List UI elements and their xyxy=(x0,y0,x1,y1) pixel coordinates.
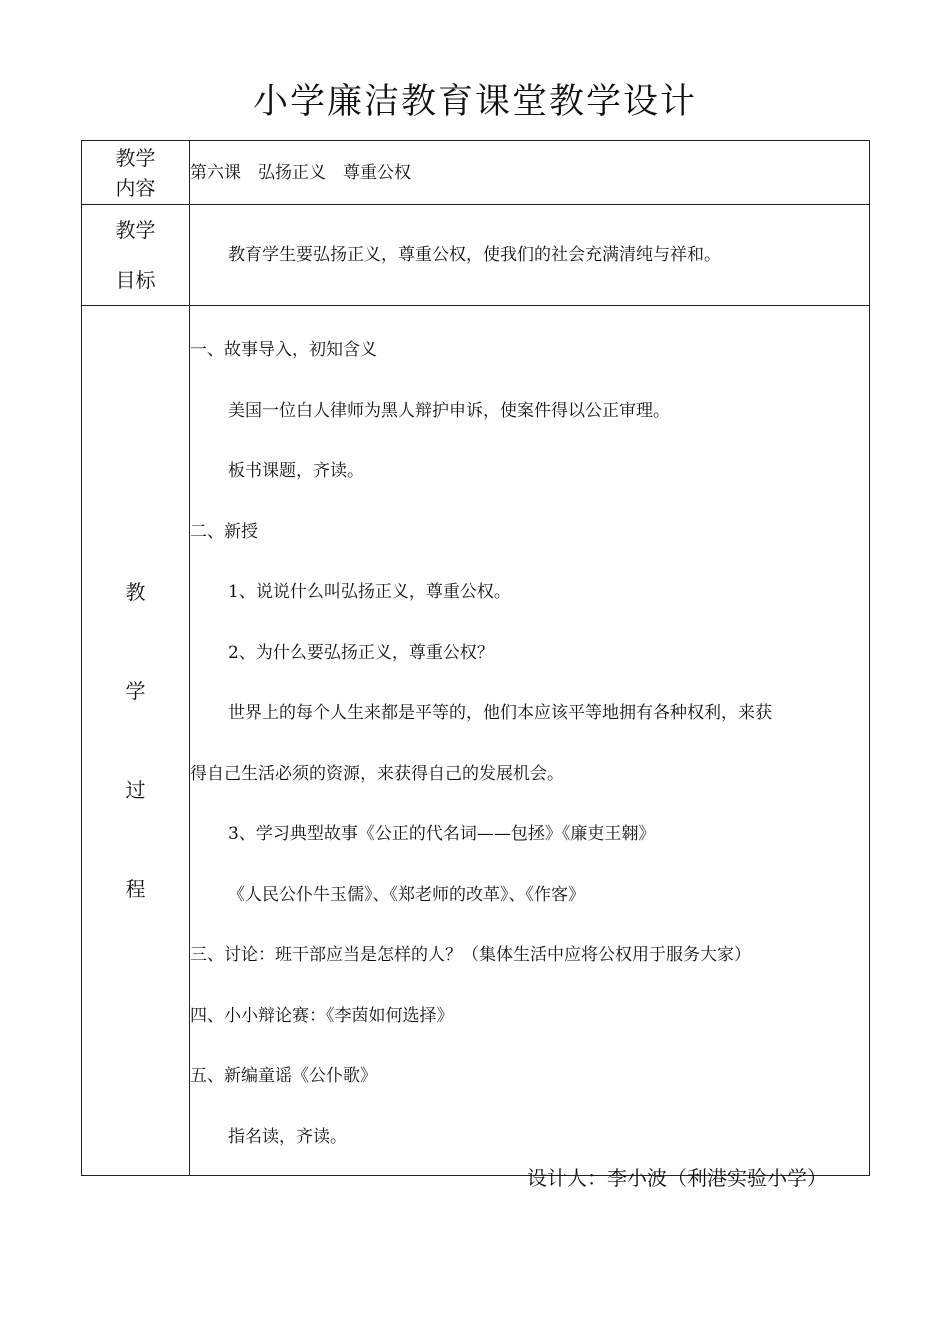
process-line: 《人民公仆牛玉儒》、《郑老师的改革》、《作客》 xyxy=(228,884,585,905)
label-teaching-process xyxy=(82,306,190,1176)
process-line: 美国一位白人律师为黑人辩护申诉，使案件得以公正审理。 xyxy=(228,400,670,421)
process-line: 1、说说什么叫弘扬正义，尊重公权。 xyxy=(228,582,511,602)
process-line: 得自己生活必须的资源，来获得自己的发展机会。 xyxy=(190,763,564,784)
process-lines xyxy=(190,306,869,1175)
table-row-process xyxy=(82,306,870,1176)
section-heading: 一、故事导入，初知含义 xyxy=(190,340,377,360)
designer-signature: 设计人：李小波（利港实验小学） xyxy=(527,1166,827,1190)
teaching-goal-value: 教育学生要弘扬正义，尊重公权，使我们的社会充满清纯与祥和。 xyxy=(228,244,721,265)
process-line: 指名读，齐读。 xyxy=(228,1126,347,1147)
process-line: 3、学习典型故事《公正的代名词——包拯》《廉吏王翱》 xyxy=(228,824,656,844)
process-line: 板书课题，齐读。 xyxy=(228,461,364,481)
process-line: 世界上的每个人生来都是平等的，他们本应该平等地拥有各种权利，来获 xyxy=(228,703,772,723)
teaching-content-value: 第六课 弘扬正义 尊重公权 xyxy=(190,141,870,205)
label-line: 内容 xyxy=(115,175,156,200)
label-teaching-content xyxy=(82,141,190,205)
table-row-goal xyxy=(82,205,870,306)
teaching-process-cell xyxy=(190,306,870,1176)
document-title: 小学廉洁教育课堂教学设计 xyxy=(252,82,697,122)
label-teaching-goal xyxy=(82,205,190,306)
section-heading: 五、新编童谣《公仆歌》 xyxy=(190,1066,377,1086)
label-line: 教学 xyxy=(115,145,156,170)
label-char: 程 xyxy=(125,876,146,901)
table-row-content xyxy=(82,141,870,205)
label-line: 教学 xyxy=(115,218,156,242)
section-heading: 二、新授 xyxy=(190,521,258,542)
lesson-plan-table xyxy=(81,140,870,1176)
label-char: 学 xyxy=(125,678,146,703)
label-char: 过 xyxy=(125,777,146,802)
label-char: 教 xyxy=(125,579,146,604)
label-line: 目标 xyxy=(115,268,156,292)
section-heading: 四、小小辩论赛：《李茵如何选择》 xyxy=(190,1005,454,1026)
process-line: 2、为什么要弘扬正义，尊重公权？ xyxy=(228,642,494,663)
section-heading: 三、讨论：班干部应当是怎样的人？（集体生活中应将公权用于服务大家） xyxy=(190,945,751,965)
teaching-goal-cell xyxy=(190,205,870,306)
